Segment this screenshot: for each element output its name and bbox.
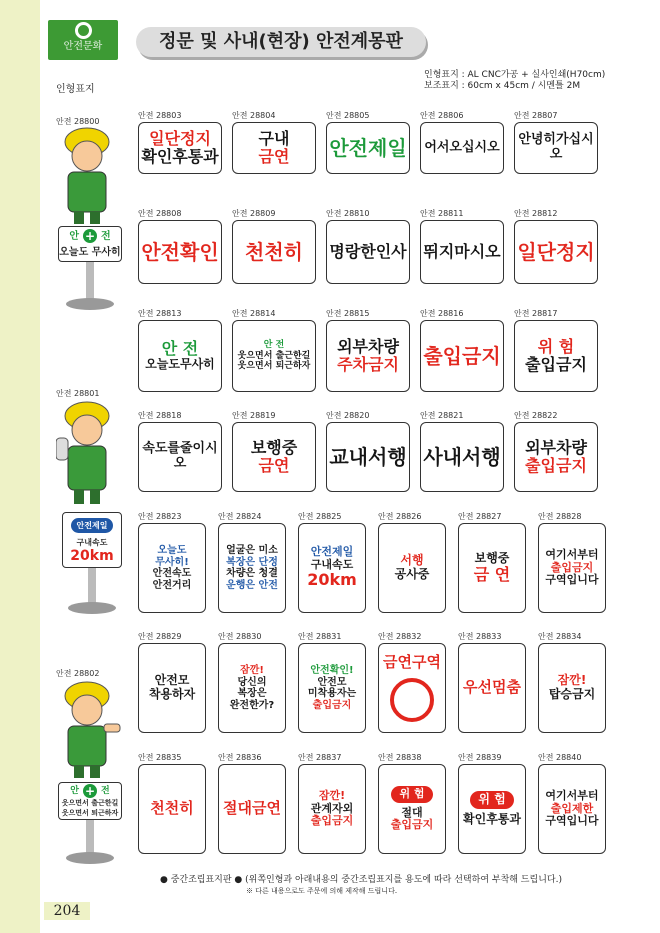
sign-code: 안전 28815 [326,309,370,318]
sign-code: 안전 28826 [378,512,422,521]
safety-sign [298,643,366,733]
safety-sign [138,422,222,492]
sign-text: 출입금지 [525,355,587,374]
sign-code: 안전 28812 [514,209,558,218]
board-text: 오늘도 무사히 [59,247,121,258]
sign-text: 안전확인! [310,665,354,676]
safety-sign [138,122,222,174]
sign-text: 어서오십시오 [424,139,500,155]
sign-code: 안전 28840 [538,753,582,762]
sign-code: 안전 28837 [298,753,342,762]
figure-pole [86,820,94,856]
sign-code: 안전 28835 [138,753,182,762]
brand-logo [48,20,118,60]
sign-code: 안전 28811 [420,209,464,218]
sign-text: 잠깐! [318,789,346,803]
sign-code: 안전 28803 [138,111,182,120]
page-number: 204 [44,902,90,920]
side-stripe [0,0,40,933]
safety-sign [458,643,526,733]
sign-text: 출입금지 [423,343,501,368]
figure-pole [88,568,96,606]
safety-sign [298,764,366,854]
sign-text: 공사중 [394,567,430,581]
sign-code: 안전 28818 [138,411,182,420]
sign-text: 위 험 [470,791,513,809]
sign-text: 안전모 [317,676,347,688]
plus-icon: + [84,229,96,243]
sign-code: 안전 28838 [378,753,422,762]
footer-note: ● 중간조립표지판 ● (위쪽인형과 아래내용의 중간조립표지를 용도에 따라 선택하여 부착해 드립니다.) [160,875,562,885]
sign-text: 확인후통과 [463,812,521,826]
sign-text: 잠깐! [557,673,587,688]
sign-code: 안전 28827 [458,512,502,521]
sign-text: 구역입니다 [545,814,599,828]
sign-text: 안 전 [161,338,199,358]
sign-text: 완전한가? [229,699,275,711]
board-text: 안 [69,231,79,242]
sign-text: 우선멈춤 [463,678,521,697]
sign-text: 얼굴은 미소 [226,545,278,556]
sign-text: 안전거리 [152,579,192,591]
safety-sign [420,220,504,284]
sign-text: 보행중 [474,550,510,565]
sign-text: 안전모 [154,673,190,688]
worker-figure-3 [56,678,122,778]
sign-text: 일단정지 [149,128,211,148]
figure-base [68,602,116,614]
board-text: 안 [70,786,79,796]
sign-text: 절대금연 [223,799,281,818]
sign-text: 오늘도 [157,545,187,556]
sign-code: 안전 28839 [458,753,502,762]
safety-sign [218,523,286,613]
safety-sign [458,764,526,854]
board-text: 안전제일 [71,518,114,533]
sign-text: 외부차량 [337,336,399,356]
sign-text: 일단정지 [517,239,595,264]
sign-code: 안전 28819 [232,411,276,420]
sign-text: 뛰지마시오 [423,241,501,261]
figure-code: 안전 28800 [56,117,100,126]
spec-line-1: 인형표지 : AL CNC가공 + 실사인쇄(H70cm) [424,70,606,80]
sign-text: 무사히! [155,556,189,568]
safety-sign [538,643,606,733]
footer-subnote: ※ 다른 내용으로도 주문에 의해 제작해 드립니다. [246,887,398,895]
logo-ring-icon [75,22,92,39]
sign-text: 외부차량 [525,437,587,457]
safety-sign [138,764,206,854]
board-text: 전 [101,231,111,242]
safety-sign [326,220,410,284]
sign-code: 안전 28829 [138,632,182,641]
sign-text: 안녕히가십시오 [518,132,594,162]
sign-text: 금연 [258,456,290,475]
sign-text: 당신의 [237,676,267,688]
sign-code: 안전 28810 [326,209,370,218]
sign-text: 주차금지 [337,355,399,374]
board-text: 전 [101,786,110,796]
sign-text: 안 전 [263,340,285,351]
sign-text: 절대 [401,805,423,819]
safety-sign [378,643,446,733]
safety-sign [458,523,526,613]
sign-code: 안전 28813 [138,309,182,318]
figure-board-3 [58,782,122,820]
sign-code: 안전 28830 [218,632,262,641]
sign-text: 금연 [258,147,290,166]
sign-text: 안전속도 [152,568,192,579]
safety-sign [420,422,504,492]
safety-sign [420,320,504,392]
spec-line-2: 보조표지 : 60cm x 45cm / 시멘틀 2M [424,81,581,91]
plus-icon: + [84,783,96,798]
figure-base [66,852,114,864]
sign-text: 보행중 [250,437,298,457]
safety-sign [138,320,222,392]
safety-sign [514,220,598,284]
sign-text: 출입금지 [312,699,352,711]
sign-text: 웃으면서 출근한길 [237,350,311,361]
safety-sign [538,523,606,613]
sign-text: 천천히 [150,799,194,818]
sign-text: 출입금지 [310,814,354,828]
sign-code: 안전 28828 [538,512,582,521]
safety-sign [378,523,446,613]
sign-text: 출입금지 [525,456,587,475]
safety-sign [420,122,504,174]
sign-text: 교내서행 [329,444,407,469]
sign-text: 착용하자 [148,687,196,701]
sign-text: 확인후통과 [141,147,219,166]
safety-sign [138,523,206,613]
sign-code: 안전 28822 [514,411,558,420]
safety-sign [514,320,598,392]
sign-code: 안전 28820 [326,411,370,420]
safety-sign [378,764,446,854]
sign-code: 안전 28825 [298,512,342,521]
page-title: 정문 및 사내(현장) 안전계몽판 [136,27,426,57]
sign-text: 금연구역 [383,653,441,672]
sign-code: 안전 28808 [138,209,182,218]
sign-code: 안전 28831 [298,632,342,641]
sign-text: 여기서부터 [545,789,599,803]
sign-code: 안전 28809 [232,209,276,218]
safety-sign [232,122,316,174]
sign-text: 안전확인 [141,239,219,264]
sign-code: 안전 28836 [218,753,262,762]
safety-sign [514,422,598,492]
figure-code: 안전 28801 [56,389,100,398]
sign-code: 안전 28821 [420,411,464,420]
sign-text: 관계자외 [310,801,354,815]
sign-text: 위 험 [391,786,432,803]
safety-sign [138,643,206,733]
figure-code: 안전 28802 [56,669,100,678]
safety-sign [232,422,316,492]
safety-sign [218,764,286,854]
sign-text: 속도를줄이시오 [142,441,218,471]
sign-text: 복장은 단정 [226,556,278,568]
sign-text: 잠깐! [240,665,264,676]
sign-text: 오늘도무사히 [145,357,215,372]
sign-code: 안전 28816 [420,309,464,318]
sign-code: 안전 28817 [514,309,558,318]
sign-text: 천천히 [245,239,303,264]
sign-text: 구내속도 [310,557,354,571]
sign-text: 출입금지 [390,818,434,832]
figure-base [66,298,114,310]
safety-sign [538,764,606,854]
figure-pole [86,262,94,302]
sign-text: 명랑한인사 [329,241,407,261]
safety-sign [326,320,410,392]
no-smoking-icon [390,678,434,722]
sign-text: 탑승금지 [548,687,596,701]
safety-sign [326,422,410,492]
sign-code: 안전 28804 [232,111,276,120]
board-text: 웃으면서 출근한길 [61,798,119,807]
worker-figure-1 [56,124,118,224]
sign-text: 안전제일 [329,135,407,160]
sign-text: 미착용자는 [307,688,357,699]
figure-board-1 [58,226,122,262]
sign-code: 안전 28823 [138,512,182,521]
safety-sign [326,122,410,174]
safety-sign [514,122,598,174]
sign-code: 안전 28805 [326,111,370,120]
board-text: 구내속도 [76,538,108,547]
sign-text: 서행 [400,553,424,568]
sign-text: 구역입니다 [545,573,599,587]
sign-code: 안전 28834 [538,632,582,641]
safety-sign [298,523,366,613]
sign-code: 안전 28806 [420,111,464,120]
sign-text: 여기서부터 [545,548,599,562]
sign-text: 구내 [258,128,290,148]
sign-text: 복장은 [237,688,267,699]
brand-name: 안전문화 [63,41,103,52]
sign-text: 안전제일 [310,545,354,559]
sign-code: 안전 28832 [378,632,422,641]
spec-text [424,70,605,92]
board-text: 웃으면서 퇴근하자 [61,808,119,817]
sign-code: 안전 28807 [514,111,558,120]
sign-code: 안전 28814 [232,309,276,318]
safety-sign [232,220,316,284]
worker-figure-2 [56,398,118,506]
sign-text: 20km [307,570,357,590]
board-text: 20km [70,548,114,564]
sign-code: 안전 28824 [218,512,262,521]
sign-text: 출입금지 [550,560,594,574]
sign-text: 운행은 안전 [226,579,278,591]
sign-code: 안전 28833 [458,632,502,641]
safety-sign [218,643,286,733]
sign-text: 웃으면서 퇴근하자 [237,361,311,372]
safety-sign [232,320,316,392]
sign-text: 사내서행 [423,444,501,469]
sign-text: 차량은 청결 [226,568,278,579]
category-label: 인형표지 [56,84,95,95]
sign-text: 출입제한 [550,801,594,815]
sign-text: 위 험 [537,336,575,356]
sign-text: 금 연 [473,564,511,584]
safety-sign [138,220,222,284]
figure-board-2 [62,512,122,568]
